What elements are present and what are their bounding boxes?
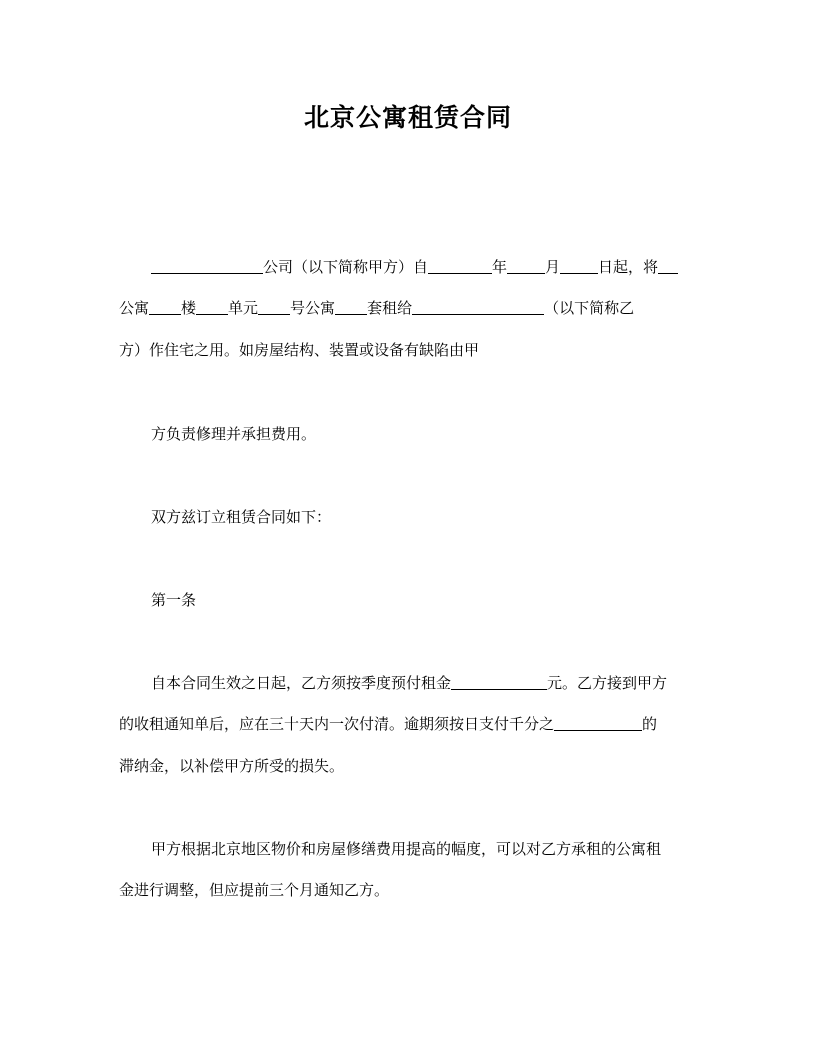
blank-field — [560, 259, 598, 274]
blank-field — [554, 716, 642, 731]
text: 的收租通知单后，应在三十天内一次付清。逾期须按日支付千分之 — [119, 715, 555, 733]
text: 的 — [642, 715, 658, 733]
article-heading: 第一条 — [151, 591, 197, 609]
blank-field — [335, 300, 367, 315]
paragraph-4-line-3: 滞纳金，以补偿甲方所受的损失。 — [119, 757, 345, 775]
document-title: 北京公寓租赁合同 — [303, 103, 512, 132]
paragraph-3: 双方兹订立租赁合同如下： — [151, 508, 332, 526]
text: 日起，将 — [598, 258, 659, 276]
text: 套租给 — [367, 299, 413, 317]
text: 元。乙方接到甲方 — [547, 674, 668, 692]
text: 公寓 — [119, 299, 150, 317]
text: 楼 — [181, 299, 197, 317]
text: 公司（以下简称甲方）自 — [263, 258, 429, 276]
text: 自本合同生效之日起，乙方须按季度预付租金 — [151, 674, 452, 692]
blank-field — [196, 300, 228, 315]
blank-field — [658, 259, 678, 274]
blank-field — [151, 259, 263, 274]
paragraph-1-line-3: 方）作住宅之用。如房屋结构、装置或设备有缺陷由甲 — [119, 341, 480, 359]
paragraph-1-line-2 — [119, 298, 634, 318]
blank-field — [412, 300, 544, 315]
text: 号公寓 — [290, 299, 336, 317]
paragraph-2: 方负责修理并承担费用。 — [151, 425, 317, 443]
text: 年 — [492, 258, 508, 276]
text: 单元 — [228, 299, 259, 317]
paragraph-4-line-2 — [119, 714, 657, 734]
blank-field — [451, 675, 547, 690]
blank-field — [258, 300, 290, 315]
paragraph-5-line-2: 金进行调整，但应提前三个月通知乙方。 — [119, 881, 390, 899]
paragraph-1-line-1 — [151, 257, 678, 277]
blank-field — [149, 300, 181, 315]
text: 月 — [545, 258, 561, 276]
blank-field — [507, 259, 545, 274]
paragraph-4-line-1 — [151, 673, 667, 693]
blank-field — [428, 259, 492, 274]
paragraph-5-line-1: 甲方根据北京地区物价和房屋修缮费用提高的幅度，可以对乙方承租的公寓租 — [151, 840, 662, 858]
text: （以下简称乙 — [544, 299, 635, 317]
